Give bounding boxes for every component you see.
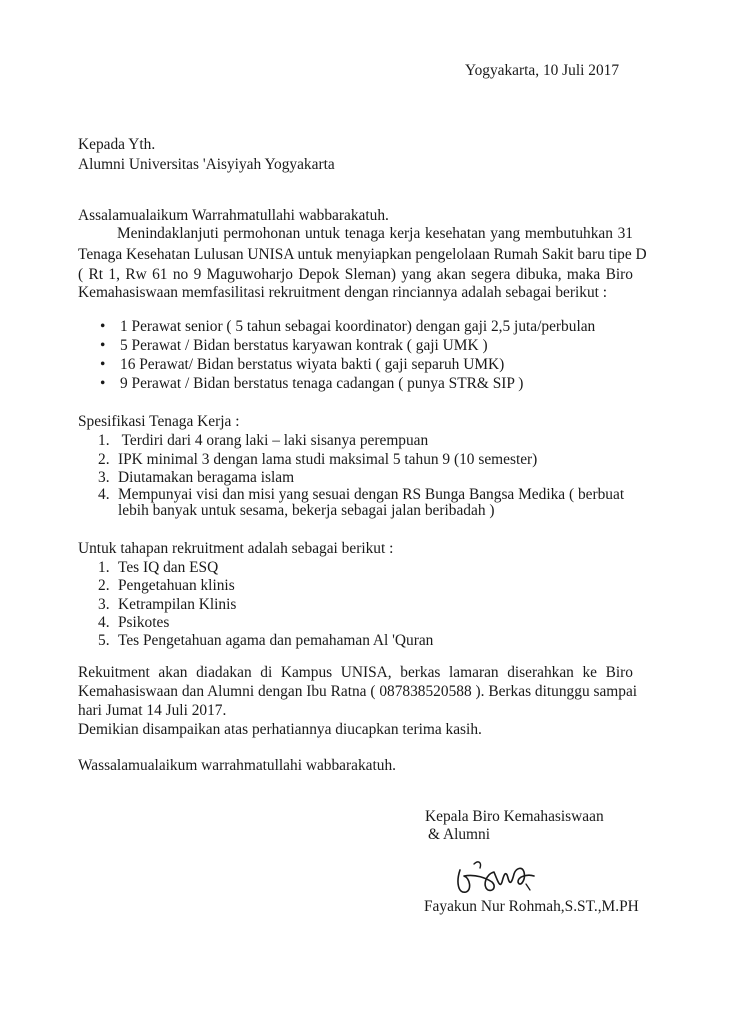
signer-department: & Alumni (428, 826, 490, 843)
list-item: 2. Pengetahuan klinis (98, 577, 235, 594)
closing-line-2: Kemahasiswaan dan Alumni dengan Ibu Ratna ( 087838520588 ). Berkas ditunggu sampai (78, 683, 638, 700)
letter-date: Yogyakarta, 10 Juli 2017 (465, 62, 620, 79)
closing-line-1: Rekuitment akan diadakan di Kampus UNISA, berkas lamaran diserahkan ke Biro (78, 664, 633, 681)
list-item: 1. Tes IQ dan ESQ (98, 559, 219, 576)
list-item: 4. Psikotes (98, 614, 170, 631)
opening-greeting: Assalamualaikum Warrahmatullahi wabbarakatuh. (78, 207, 389, 224)
intro-line-3: ( Rt 1, Rw 61 no 9 Maguwoharjo Depok Sleman) yang akan segera dibuka, maka Biro (78, 266, 633, 283)
list-item: 5. Tes Pengetahuan agama dan pemahaman Al 'Quran (98, 632, 434, 649)
list-item: 3. Ketrampilan Klinis (98, 596, 237, 613)
closing-line-3: hari Jumat 14 Juli 2017. (78, 702, 227, 719)
signer-title: Kepala Biro Kemahasiswaan (425, 808, 604, 825)
signature (452, 852, 552, 902)
list-item: 1. Terdiri dari 4 orang laki – laki sisanya perempuan (98, 432, 429, 449)
closing-line-4: Demikian disampaikan atas perhatiannya diucapkan terima kasih. (78, 721, 482, 738)
recipient-name: Alumni Universitas 'Aisyiyah Yogyakarta (78, 156, 335, 173)
recipient-salutation: Kepada Yth. (78, 136, 156, 153)
closing-greeting: Wassalamualaikum warrahmatullahi wabbarakatuh. (78, 757, 396, 774)
list-item: 4. Mempunyai visi dan misi yang sesuai dengan RS Bunga Bangsa Medika ( berbuat (98, 486, 625, 503)
list-item-continuation: lebih banyak untuk sesama, bekerja sebagai jalan beribadah ) (118, 502, 495, 519)
signer-name: Fayakun Nur Rohmah,S.ST.,M.PH (424, 898, 639, 915)
list-item: • 16 Perawat/ Bidan berstatus wiyata bakti ( gaji separuh UMK) (100, 356, 505, 373)
list-item: 2. IPK minimal 3 dengan lama studi maksimal 5 tahun 9 (10 semester) (98, 451, 538, 468)
stages-heading: Untuk tahapan rekruitment adalah sebagai berikut : (78, 540, 394, 557)
intro-line-4: Kemahasiswaan memfasilitasi rekruitment dengan rinciannya adalah sebagai berikut : (78, 284, 608, 301)
intro-line-1: Menindaklanjuti permohonan untuk tenaga kerja kesehatan yang membutuhkan 31 (117, 225, 633, 242)
intro-line-2: Tenaga Kesehatan Lulusan UNISA untuk menyiapkan pengelolaan Rumah Sakit baru tipe D (78, 246, 647, 263)
spec-heading: Spesifikasi Tenaga Kerja : (78, 413, 240, 430)
list-item: • 9 Perawat / Bidan berstatus tenaga cadangan ( punya STR& SIP ) (100, 375, 524, 392)
list-item: 3. Diutamakan beragama islam (98, 469, 295, 486)
list-item: • 5 Perawat / Bidan berstatus karyawan kontrak ( gaji UMK ) (100, 337, 488, 354)
list-item: • 1 Perawat senior ( 5 tahun sebagai koordinator) dengan gaji 2,5 juta/perbulan (100, 318, 596, 335)
